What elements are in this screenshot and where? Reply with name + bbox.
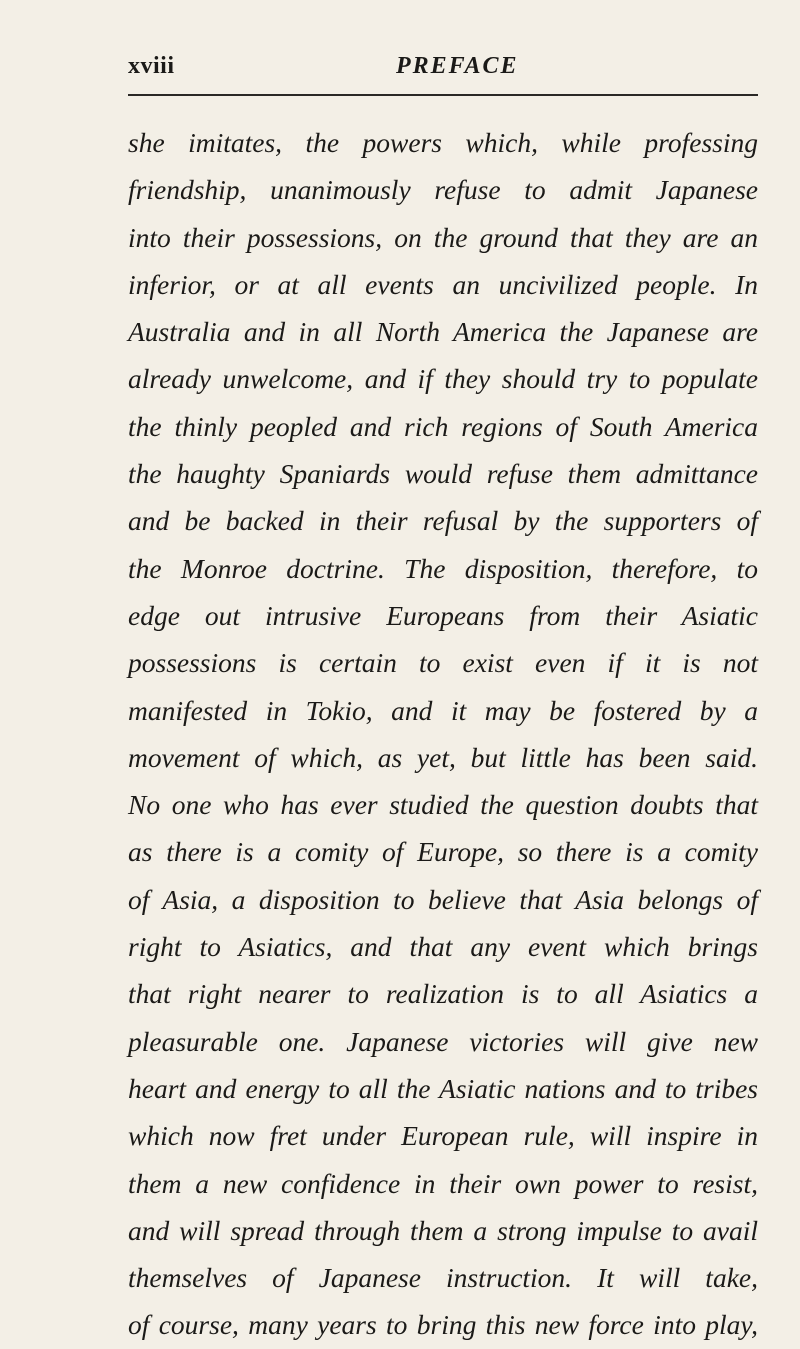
text-line: and will spread through them a strong impulse to avail (128, 1214, 758, 1246)
text-line: and be backed in their refusal by the supporters of (128, 505, 758, 537)
text-line: the Monroe doctrine. The disposition, therefore, to (128, 552, 758, 584)
running-head (128, 50, 758, 82)
text-line: into their possessions, on the ground that they are an (128, 221, 758, 253)
text-line: already unwelcome, and if they should try to populate (128, 363, 758, 395)
text-line: of course, many years to bring this new force into play, (128, 1309, 758, 1341)
text-line: as there is a comity of Europe, so there is a comity (128, 836, 758, 868)
running-title: PREFACE (396, 53, 519, 79)
text-line: of Asia, a disposition to believe that Asia belongs of (128, 883, 758, 915)
text-line: the thinly peopled and rich regions of South America (128, 410, 758, 442)
text-line: the haughty Spaniards would refuse them admittance (128, 458, 758, 490)
text-line: friendship, unanimously refuse to admit Japanese (128, 174, 758, 206)
text-line: pleasurable one. Japanese victories will give new (128, 1025, 758, 1057)
text-line: manifested in Tokio, and it may be fostered by a (128, 694, 758, 726)
text-line: that right nearer to realization is to all Asiatics a (128, 978, 758, 1010)
text-line: which now fret under European rule, will inspire in (128, 1120, 758, 1152)
text-line: Australia and in all North America the Japanese are (128, 316, 758, 348)
text-line: possessions is certain to exist even if it is not (128, 647, 758, 679)
text-line: No one who has ever studied the question doubts that (128, 789, 758, 821)
text-line: them a new confidence in their own power to resist, (128, 1167, 758, 1199)
page-number: xviii (128, 53, 175, 79)
text-line: edge out intrusive Europeans from their Asiatic (128, 599, 758, 631)
text-line: right to Asiatics, and that any event which brings (128, 931, 758, 963)
text-line: movement of which, as yet, but little has been said. (128, 741, 758, 773)
header-rule (128, 94, 758, 96)
text-line: heart and energy to all the Asiatic nations and to tribes (128, 1072, 758, 1104)
text-line: she imitates, the powers which, while professing (128, 127, 758, 158)
text-line: themselves of Japanese instruction. It will take, (128, 1262, 758, 1294)
body-paragraph (128, 119, 758, 1349)
text-line: inferior, or at all events an uncivilized people. In (128, 268, 758, 300)
